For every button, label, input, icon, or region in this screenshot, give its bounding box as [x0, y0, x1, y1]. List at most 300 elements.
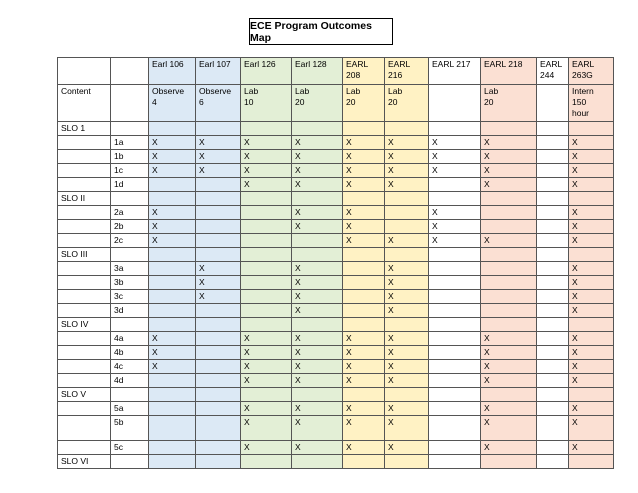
mark-cell: X [343, 416, 385, 441]
mark-cell: X [343, 178, 385, 192]
mark-cell: X [569, 164, 614, 178]
mark-cell [481, 206, 537, 220]
outcome-id: 4d [111, 374, 149, 388]
mark-cell: X [292, 346, 343, 360]
table-row [58, 290, 614, 304]
mark-cell: X [429, 136, 481, 150]
mark-cell: X [569, 220, 614, 234]
outcome-id: 1c [111, 164, 149, 178]
course-content [537, 85, 569, 122]
slo-label [58, 178, 111, 192]
mark-cell [149, 192, 196, 206]
mark-cell [292, 234, 343, 248]
slo-heading-row [58, 192, 614, 206]
mark-cell: X [149, 220, 196, 234]
mark-cell: X [385, 346, 429, 360]
mark-cell [343, 192, 385, 206]
mark-cell [196, 220, 241, 234]
outcome-id: 2b [111, 220, 149, 234]
mark-cell: X [149, 360, 196, 374]
slo-label [58, 276, 111, 290]
mark-cell [241, 262, 292, 276]
mark-cell: X [385, 276, 429, 290]
header-row-courses [58, 58, 614, 85]
slo-label [58, 374, 111, 388]
mark-cell [149, 318, 196, 332]
course-content: Lab 20 [385, 85, 429, 122]
mark-cell: X [241, 346, 292, 360]
mark-cell [292, 248, 343, 262]
mark-cell [149, 455, 196, 469]
mark-cell [343, 388, 385, 402]
slo-label [58, 234, 111, 248]
outcome-id: 1d [111, 178, 149, 192]
mark-cell [429, 455, 481, 469]
mark-cell [292, 455, 343, 469]
mark-cell [241, 192, 292, 206]
outcome-id: 1b [111, 150, 149, 164]
course-header: EARL 216 [385, 58, 429, 85]
mark-cell: X [196, 290, 241, 304]
mark-cell: X [241, 416, 292, 441]
mark-cell [537, 402, 569, 416]
mark-cell [537, 150, 569, 164]
mark-cell: X [569, 262, 614, 276]
mark-cell [196, 178, 241, 192]
mark-cell: X [241, 150, 292, 164]
mark-cell: X [343, 332, 385, 346]
mark-cell [481, 388, 537, 402]
mark-cell: X [569, 136, 614, 150]
mark-cell [149, 441, 196, 455]
mark-cell: X [481, 164, 537, 178]
outcome-id: 1a [111, 136, 149, 150]
mark-cell [569, 248, 614, 262]
mark-cell: X [481, 136, 537, 150]
mark-cell: X [343, 164, 385, 178]
slo-label: SLO VI [58, 455, 111, 469]
mark-cell: X [149, 346, 196, 360]
outcome-id: 3a [111, 262, 149, 276]
mark-cell [537, 122, 569, 136]
slo-heading-row [58, 122, 614, 136]
mark-cell [149, 304, 196, 318]
mark-cell [429, 416, 481, 441]
mark-cell [569, 122, 614, 136]
table-row [58, 304, 614, 318]
course-header: Earl 107 [196, 58, 241, 85]
mark-cell [429, 374, 481, 388]
table-row [58, 402, 614, 416]
slo-label [58, 262, 111, 276]
table-row [58, 164, 614, 178]
mark-cell: X [385, 150, 429, 164]
mark-cell [292, 388, 343, 402]
course-content: Intern 150 hour [569, 85, 614, 122]
mark-cell [537, 248, 569, 262]
mark-cell [149, 262, 196, 276]
mark-cell [385, 248, 429, 262]
mark-cell: X [292, 206, 343, 220]
mark-cell: X [385, 441, 429, 455]
mark-cell: X [429, 206, 481, 220]
mark-cell: X [149, 136, 196, 150]
mark-cell [537, 304, 569, 318]
mark-cell: X [196, 136, 241, 150]
mark-cell [429, 276, 481, 290]
mark-cell [343, 304, 385, 318]
slo-label [58, 441, 111, 455]
mark-cell: X [292, 332, 343, 346]
mark-cell [149, 416, 196, 441]
slo-heading-row [58, 388, 614, 402]
mark-cell [292, 318, 343, 332]
mark-cell [481, 220, 537, 234]
mark-cell: X [569, 206, 614, 220]
mark-cell: X [292, 164, 343, 178]
mark-cell [429, 332, 481, 346]
mark-cell [149, 248, 196, 262]
mark-cell: X [196, 150, 241, 164]
slo-label: SLO III [58, 248, 111, 262]
mark-cell [385, 192, 429, 206]
slo-label: SLO IV [58, 318, 111, 332]
mark-cell [241, 318, 292, 332]
slo-label [58, 360, 111, 374]
mark-cell: X [569, 178, 614, 192]
header-blank [58, 58, 111, 85]
content-label: Content [58, 85, 111, 122]
mark-cell: X [241, 178, 292, 192]
mark-cell: X [481, 374, 537, 388]
mark-cell [481, 290, 537, 304]
mark-cell [343, 122, 385, 136]
mark-cell [429, 388, 481, 402]
mark-cell: X [241, 374, 292, 388]
header-row-content [58, 85, 614, 122]
mark-cell [537, 234, 569, 248]
table-row [58, 206, 614, 220]
mark-cell [429, 360, 481, 374]
outcome-id: 3c [111, 290, 149, 304]
mark-cell [241, 388, 292, 402]
slo-label [58, 150, 111, 164]
mark-cell [149, 276, 196, 290]
outcome-id [111, 318, 149, 332]
mark-cell: X [292, 136, 343, 150]
mark-cell [343, 318, 385, 332]
mark-cell: X [241, 164, 292, 178]
mark-cell [429, 441, 481, 455]
outcome-id [111, 122, 149, 136]
slo-label [58, 206, 111, 220]
mark-cell: X [385, 402, 429, 416]
mark-cell [196, 318, 241, 332]
outcome-id: 2c [111, 234, 149, 248]
document-title [249, 18, 393, 45]
slo-label [58, 220, 111, 234]
mark-cell: X [292, 360, 343, 374]
mark-cell: X [481, 402, 537, 416]
outcome-id [111, 248, 149, 262]
mark-cell: X [292, 374, 343, 388]
mark-cell: X [292, 402, 343, 416]
table-row [58, 346, 614, 360]
mark-cell: X [385, 164, 429, 178]
slo-heading-row [58, 248, 614, 262]
mark-cell: X [569, 304, 614, 318]
mark-cell [292, 192, 343, 206]
mark-cell: X [481, 234, 537, 248]
mark-cell [569, 192, 614, 206]
mark-cell [481, 248, 537, 262]
mark-cell: X [481, 150, 537, 164]
table-row [58, 360, 614, 374]
mark-cell [196, 234, 241, 248]
mark-cell [241, 276, 292, 290]
mark-cell: X [569, 276, 614, 290]
mark-cell [537, 388, 569, 402]
outcome-id [111, 192, 149, 206]
slo-label [58, 304, 111, 318]
mark-cell [241, 206, 292, 220]
mark-cell: X [429, 150, 481, 164]
document-title-text: ECE Program Outcomes Map [250, 19, 372, 44]
mark-cell: X [241, 136, 292, 150]
slo-label [58, 136, 111, 150]
mark-cell [537, 416, 569, 441]
mark-cell [537, 136, 569, 150]
mark-cell [196, 360, 241, 374]
slo-label: SLO 1 [58, 122, 111, 136]
slo-label [58, 290, 111, 304]
slo-label [58, 346, 111, 360]
mark-cell [481, 455, 537, 469]
table-row [58, 332, 614, 346]
mark-cell [537, 332, 569, 346]
course-header: Earl 128 [292, 58, 343, 85]
mark-cell: X [429, 234, 481, 248]
mark-cell [241, 220, 292, 234]
slo-label [58, 416, 111, 441]
table-row [58, 220, 614, 234]
mark-cell [537, 164, 569, 178]
outcome-id [111, 388, 149, 402]
course-content: Lab 10 [241, 85, 292, 122]
mark-cell: X [241, 402, 292, 416]
mark-cell [149, 388, 196, 402]
course-header: Earl 106 [149, 58, 196, 85]
mark-cell [537, 262, 569, 276]
outcome-id [111, 455, 149, 469]
mark-cell: X [343, 441, 385, 455]
mark-cell: X [481, 360, 537, 374]
mark-cell [429, 262, 481, 276]
table-row [58, 416, 614, 441]
course-content [429, 85, 481, 122]
mark-cell [385, 455, 429, 469]
course-content: Observe 4 [149, 85, 196, 122]
mark-cell [429, 318, 481, 332]
mark-cell [537, 455, 569, 469]
mark-cell [385, 220, 429, 234]
course-content: Lab 20 [343, 85, 385, 122]
table-row [58, 178, 614, 192]
mark-cell [196, 332, 241, 346]
mark-cell: X [292, 220, 343, 234]
mark-cell [196, 374, 241, 388]
mark-cell: X [149, 206, 196, 220]
mark-cell [196, 441, 241, 455]
mark-cell [429, 192, 481, 206]
mark-cell: X [385, 178, 429, 192]
mark-cell [429, 402, 481, 416]
mark-cell: X [569, 332, 614, 346]
mark-cell [537, 360, 569, 374]
outcome-id: 2a [111, 206, 149, 220]
course-header: EARL 263G [569, 58, 614, 85]
slo-label: SLO V [58, 388, 111, 402]
mark-cell [196, 248, 241, 262]
mark-cell [343, 262, 385, 276]
slo-label: SLO II [58, 192, 111, 206]
mark-cell: X [569, 441, 614, 455]
outcome-id: 4a [111, 332, 149, 346]
outcome-id: 5b [111, 416, 149, 441]
mark-cell [241, 248, 292, 262]
mark-cell [385, 122, 429, 136]
mark-cell [569, 318, 614, 332]
course-header: EARL 208 [343, 58, 385, 85]
mark-cell: X [385, 332, 429, 346]
mark-cell [149, 374, 196, 388]
mark-cell [481, 318, 537, 332]
outcome-id: 3d [111, 304, 149, 318]
mark-cell: X [481, 346, 537, 360]
mark-cell [149, 178, 196, 192]
mark-cell: X [196, 276, 241, 290]
table-row [58, 136, 614, 150]
mark-cell [537, 220, 569, 234]
mark-cell [429, 178, 481, 192]
mark-cell: X [241, 360, 292, 374]
mark-cell: X [343, 220, 385, 234]
mark-cell [196, 455, 241, 469]
table-row [58, 234, 614, 248]
mark-cell [537, 276, 569, 290]
mark-cell: X [343, 374, 385, 388]
mark-cell: X [569, 290, 614, 304]
mark-cell: X [481, 178, 537, 192]
mark-cell: X [569, 360, 614, 374]
mark-cell: X [292, 304, 343, 318]
course-header: EARL 217 [429, 58, 481, 85]
mark-cell: X [481, 441, 537, 455]
course-header: EARL 218 [481, 58, 537, 85]
mark-cell: X [343, 150, 385, 164]
mark-cell: X [569, 416, 614, 441]
mark-cell [569, 455, 614, 469]
mark-cell: X [149, 150, 196, 164]
mark-cell [429, 304, 481, 318]
mark-cell: X [481, 416, 537, 441]
mark-cell: X [569, 374, 614, 388]
mark-cell [385, 318, 429, 332]
mark-cell: X [569, 150, 614, 164]
outcome-id: 5c [111, 441, 149, 455]
mark-cell: X [149, 234, 196, 248]
mark-cell: X [343, 360, 385, 374]
mark-cell: X [241, 441, 292, 455]
mark-cell: X [343, 136, 385, 150]
course-header: Earl 126 [241, 58, 292, 85]
mark-cell [241, 290, 292, 304]
mark-cell [481, 276, 537, 290]
course-content: Lab 20 [292, 85, 343, 122]
outcomes-table-body [58, 58, 614, 469]
mark-cell [481, 192, 537, 206]
mark-cell [343, 276, 385, 290]
mark-cell: X [385, 290, 429, 304]
mark-cell [537, 374, 569, 388]
slo-heading-row [58, 455, 614, 469]
mark-cell: X [481, 332, 537, 346]
table-row [58, 262, 614, 276]
mark-cell: X [292, 290, 343, 304]
course-content: Lab 20 [481, 85, 537, 122]
mark-cell: X [569, 402, 614, 416]
table-row [58, 374, 614, 388]
mark-cell [429, 122, 481, 136]
mark-cell: X [385, 262, 429, 276]
mark-cell [196, 346, 241, 360]
header-blank [111, 85, 149, 122]
mark-cell [537, 206, 569, 220]
mark-cell: X [385, 136, 429, 150]
mark-cell [241, 455, 292, 469]
mark-cell [241, 122, 292, 136]
mark-cell: X [196, 262, 241, 276]
mark-cell [241, 304, 292, 318]
outcome-id: 4c [111, 360, 149, 374]
mark-cell: X [241, 332, 292, 346]
mark-cell: X [292, 416, 343, 441]
mark-cell: X [149, 164, 196, 178]
mark-cell: X [385, 304, 429, 318]
mark-cell [537, 178, 569, 192]
mark-cell [196, 304, 241, 318]
mark-cell [569, 388, 614, 402]
mark-cell: X [149, 332, 196, 346]
table-row [58, 441, 614, 455]
mark-cell [343, 455, 385, 469]
mark-cell: X [292, 441, 343, 455]
mark-cell: X [385, 416, 429, 441]
outcome-id: 5a [111, 402, 149, 416]
mark-cell: X [343, 346, 385, 360]
mark-cell [196, 402, 241, 416]
mark-cell: X [569, 346, 614, 360]
mark-cell [196, 388, 241, 402]
mark-cell [385, 388, 429, 402]
mark-cell [343, 248, 385, 262]
mark-cell [481, 262, 537, 276]
mark-cell [537, 192, 569, 206]
mark-cell [429, 346, 481, 360]
slo-label [58, 332, 111, 346]
mark-cell: X [292, 262, 343, 276]
header-blank [111, 58, 149, 85]
